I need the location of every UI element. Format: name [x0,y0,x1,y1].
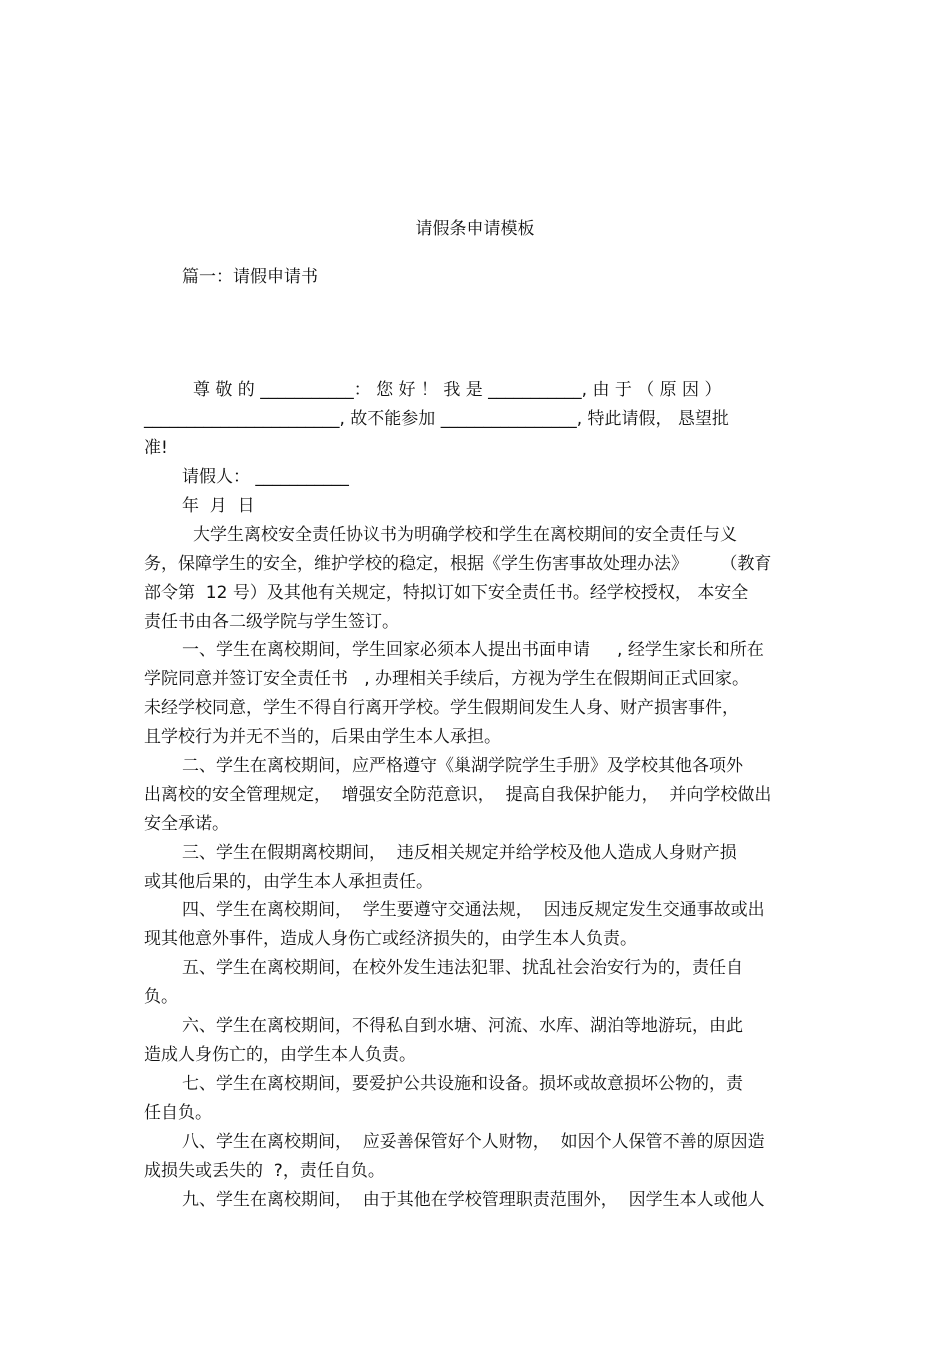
letter-line-3: 准! [144,438,168,458]
body-line: 未经学校同意，学生不得自行离开学校。学生假期间发生人身、财产损害事件， [144,698,739,718]
applicant-signature-line: 请假人： ___________ [182,467,349,487]
body-line: 九、学生在离校期间， 由于其他在学校管理职责范围外， 因学生本人或他人 [182,1190,765,1210]
body-line: 大学生离校安全责任协议书为明确学校和学生在离校期间的安全责任与义 [193,525,737,545]
body-line: 且学校行为并无不当的，后果由学生本人承担。 [144,727,501,747]
body-line: 二、学生在离校期间，应严格遵守《巢湖学院学生手册》及学校其他各项外 [182,756,743,776]
body-line: 部令第 12 号）及其他有关规定，特拟订如下安全责任书。经学校授权， 本安全 [144,583,749,603]
body-line: 造成人身伤亡的，由学生本人负责。 [144,1045,416,1065]
document-title: 请假条申请模板 [415,219,535,239]
body-line: 出离校的安全管理规定， 增强安全防范意识， 提高自我保护能力， 并向学校做出 [144,785,772,805]
body-line: 三、学生在假期离校期间， 违反相关规定并给学校及他人造成人身财产损 [182,843,737,863]
body-line: 八、学生在离校期间， 应妥善保管好个人财物， 如因个人保管不善的原因造 [182,1132,765,1152]
body-line: 现其他意外事件，造成人身伤亡或经济损失的，由学生本人负责。 [144,929,637,949]
body-line: 负。 [144,987,178,1007]
body-line: 七、学生在离校期间，要爱护公共设施和设备。损坏或故意损坏公物的，责 [182,1074,743,1094]
body-line: 安全承诺。 [144,814,229,834]
letter-line-2: _______________________, 故不能参加 ________________, 特此请假， 恳望批 [144,409,729,429]
letter-line-1: 尊 敬 的 ___________： 您 好 ！ 我 是 ___________, 由 于 （ 原 因 ） [193,380,722,400]
body-line: 学院同意并签订安全责任书 , 办理相关手续后，方视为学生在假期间正式回家。 [144,669,750,689]
section-heading: 篇一：请假申请书 [182,267,318,287]
body-line: 四、学生在离校期间， 学生要遵守交通法规， 因违反规定发生交通事故或出 [182,900,765,920]
body-line: 或其他后果的，由学生本人承担责任。 [144,872,433,892]
body-line: 一、学生在离校期间，学生回家必须本人提出书面申请 , 经学生家长和所在 [182,640,764,660]
body-line: 责任书由各二级学院与学生签订。 [144,612,399,632]
body-line: 务，保障学生的安全，维护学校的稳定，根据《学生伤害事故处理办法》 （教育 [144,554,772,574]
body-line: 六、学生在离校期间，不得私自到水塘、河流、水库、湖泊等地游玩，由此 [182,1016,743,1036]
body-line: 成损失或丢失的 ?，责任自负。 [144,1161,385,1181]
date-line: 年 月 日 [182,496,255,516]
body-line: 任自负。 [144,1103,212,1123]
body-line: 五、学生在离校期间，在校外发生违法犯罪、扰乱社会治安行为的，责任自 [182,958,743,978]
